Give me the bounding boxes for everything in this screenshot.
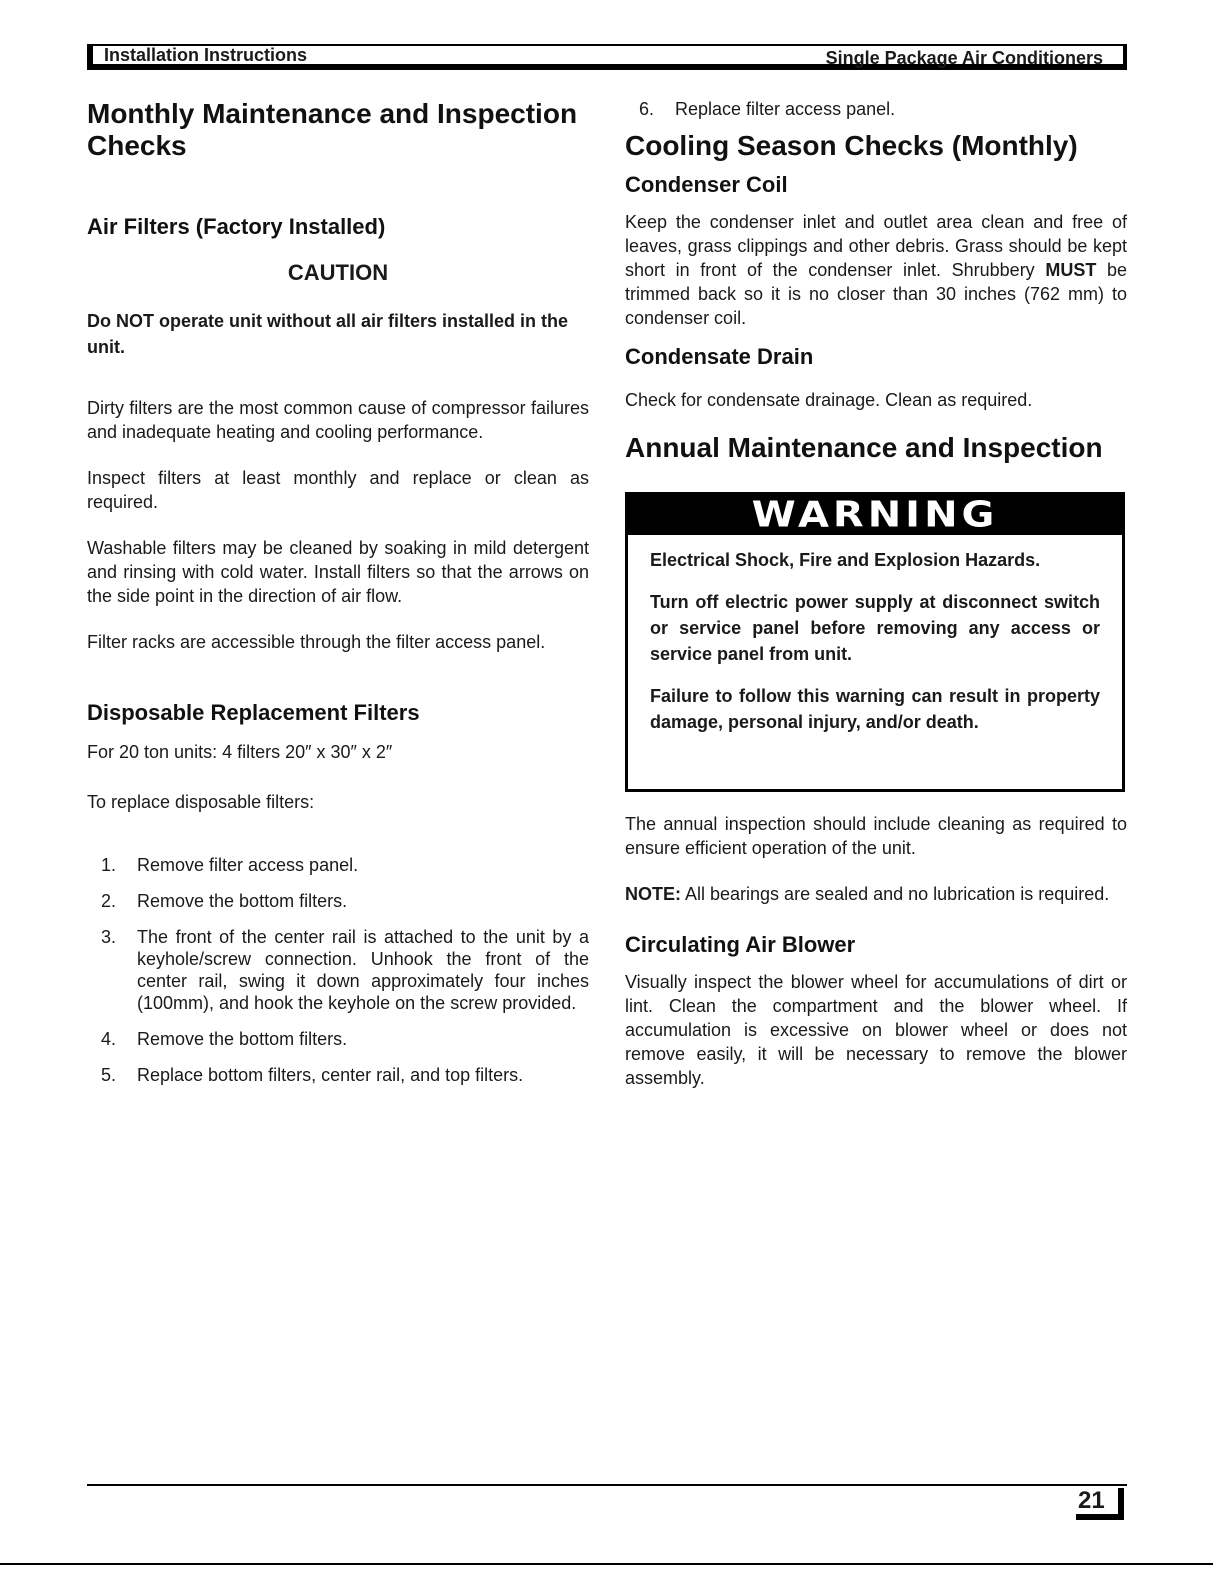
condensate-paragraph: Check for condensate drainage. Clean as required. [625,390,1033,410]
warning-body [628,535,1122,735]
note-paragraph: NOTE: All bearings are sealed and no lubrication is required. [625,884,1110,904]
warning-hazards: Electrical Shock, Fire and Explosion Hazards. [650,550,1041,570]
disposable-filters-heading: Disposable Replacement Filters [87,700,420,725]
list-item: 6. Replace filter access panel. [639,99,896,119]
air-filters-heading: Air Filters (Factory Installed) [87,214,386,239]
caution-title: CAUTION [287,260,389,285]
list-item: 1. Remove filter access panel. [101,855,359,875]
page-number: 21 [1076,1488,1124,1520]
filter-racks-paragraph: Filter racks are accessible through the filter access panel. [87,632,546,652]
footer-rule [87,1484,1127,1486]
warning-instruction: Turn off electric power supply at disconnect switch or service panel before removing any access or service panel from unit. [650,592,1100,664]
warning-banner-text: WARNING [751,494,999,536]
header-left-title: Installation Instructions [104,45,308,65]
annual-inspection-paragraph: The annual inspection should include cleaning as required to ensure efficient operation of the unit. [625,814,1127,858]
list-item: 5. Replace bottom filters, center rail, and top filters. [101,1065,524,1085]
cooling-season-title: Cooling Season Checks (Monthly) [625,130,1078,161]
list-item: 2. Remove the bottom filters. [101,891,348,911]
blower-paragraph: Visually inspect the blower wheel for accumulations of dirt or lint. Clean the compartment and the blower wheel. If accumulation is excessive on blower wheel or does not remove easily, it will be necessary to remove the blower assembly. [625,972,1127,1088]
page-bottom-edge [0,1563,1213,1565]
condenser-coil-heading: Condenser Coil [625,172,788,197]
warning-consequence: Failure to follow this warning can result in property damage, personal injury, and/or death. [650,686,1100,732]
filter-size-paragraph: For 20 ton units: 4 filters 20″ x 30″ x 2″ [87,742,393,762]
caution-text: Do NOT operate unit without all air filters installed in the unit. [87,311,569,357]
left-column [87,92,589,1086]
circulating-air-blower-heading: Circulating Air Blower [625,932,856,957]
washable-filters-paragraph: Washable filters may be cleaned by soaking in mild detergent and rinsing with cold water. Install filters so that the arrows on the side point in the direction of air flow. [87,538,589,606]
condensate-drain-heading: Condensate Drain [625,344,814,369]
inspect-filters-paragraph: Inspect filters at least monthly and replace or clean as required. [87,468,589,512]
warning-box [625,492,1125,792]
note-label: NOTE: [625,884,681,904]
replace-steps-list [87,854,589,1086]
replace-steps-continued [625,98,1127,120]
right-column [625,98,1127,1090]
replace-intro-paragraph: To replace disposable filters: [87,792,315,812]
dirty-filters-paragraph: Dirty filters are the most common cause of compressor failures and inadequate heating and cooling performance. [87,398,589,442]
list-item: 4. Remove the bottom filters. [101,1029,348,1049]
monthly-maintenance-title: Monthly Maintenance and Inspection Checks [87,98,578,161]
list-item: 3. The front of the center rail is attached to the unit by a keyhole/screw connection. Unhook the front of the center rail, swing it down approximately four inches (100mm), and hook the keyhole on the screw provided. [101,927,589,1013]
condenser-coil-paragraph: Keep the condenser inlet and outlet area clean and free of leaves, grass clippings and other debris. Grass should be kept short in front of the condenser inlet. Shrubbery MUST be trimmed back so it is no closer than 30 inches (762 mm) to condenser coil. [625,212,1127,328]
warning-banner [628,495,1122,535]
annual-maintenance-title: Annual Maintenance and Inspection [625,432,1103,463]
header-right-title: Single Package Air Conditioners [825,48,1103,68]
